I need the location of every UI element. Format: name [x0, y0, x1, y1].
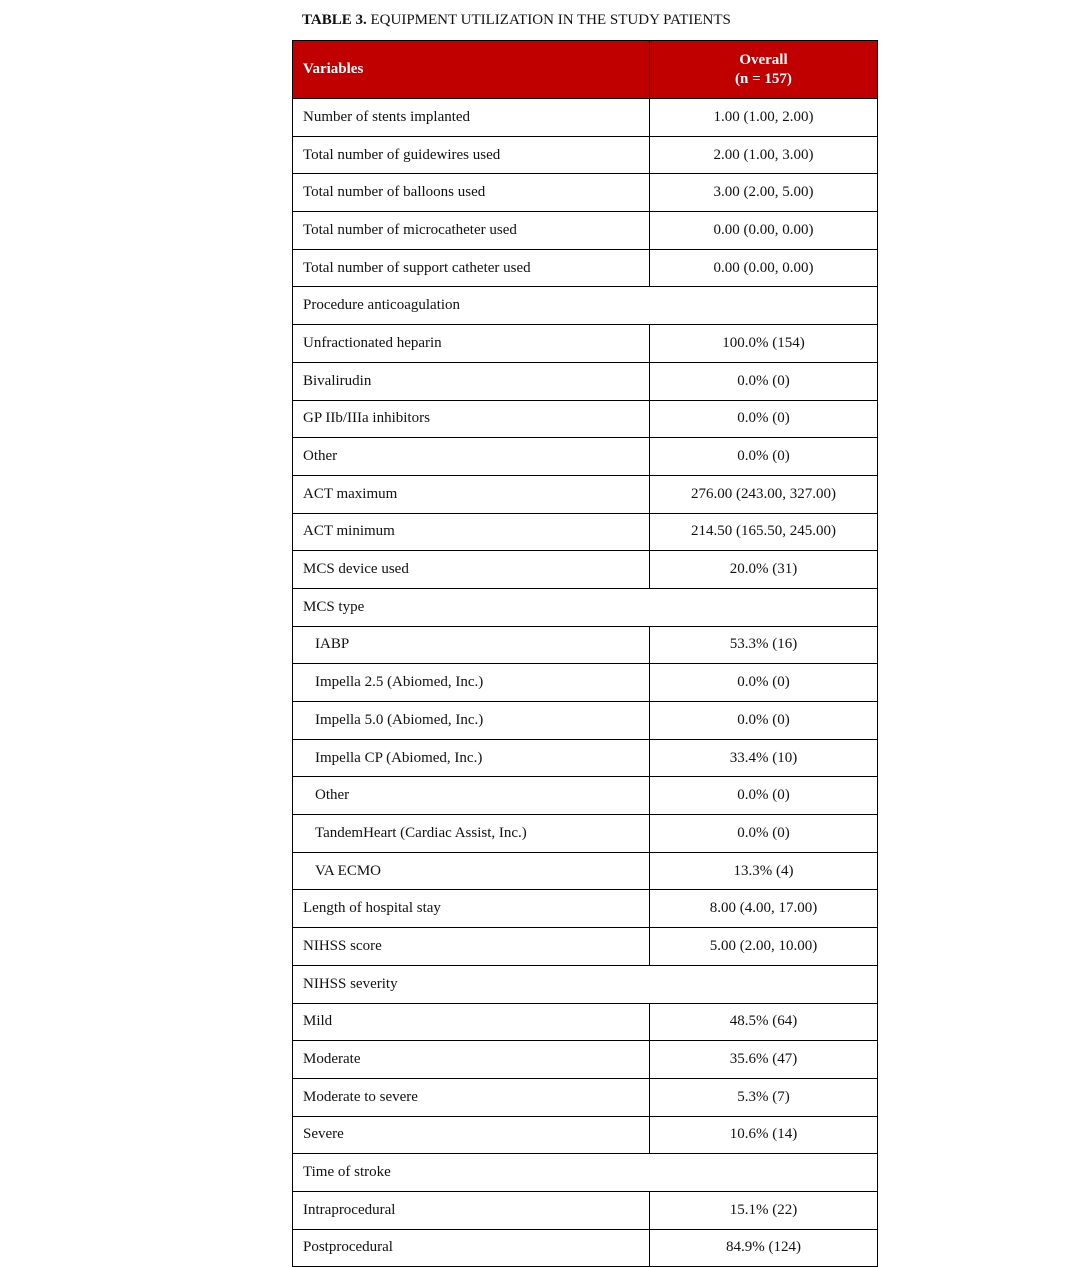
row-label: GP IIb/IIIa inhibitors	[293, 400, 650, 438]
row-value: 84.9% (124)	[650, 1229, 878, 1267]
table-row	[293, 1003, 878, 1041]
row-label: Severe	[293, 1116, 650, 1154]
equipment-utilization-table	[292, 40, 878, 1267]
row-value: 13.3% (4)	[650, 852, 878, 890]
row-label: ACT minimum	[293, 513, 650, 551]
row-label: TandemHeart (Cardiac Assist, Inc.)	[293, 815, 650, 853]
row-label: Number of stents implanted	[293, 99, 650, 137]
row-label: Moderate	[293, 1041, 650, 1079]
section-row	[293, 287, 878, 325]
section-label: Time of stroke	[293, 1154, 878, 1192]
section-label: Procedure anticoagulation	[293, 287, 878, 325]
header-variables: Variables	[293, 41, 650, 99]
table-row	[293, 852, 878, 890]
row-value: 100.0% (154)	[650, 325, 878, 363]
table-row	[293, 626, 878, 664]
table-row	[293, 325, 878, 363]
table-row	[293, 551, 878, 589]
section-row	[293, 1154, 878, 1192]
table-row	[293, 99, 878, 137]
header-overall-label: Overall	[739, 51, 788, 68]
section-label: NIHSS severity	[293, 965, 878, 1003]
table-row	[293, 475, 878, 513]
header-overall-n: (n = 157)	[735, 70, 792, 87]
table-row	[293, 212, 878, 250]
row-label: Unfractionated heparin	[293, 325, 650, 363]
row-value: 0.0% (0)	[650, 400, 878, 438]
row-label: Moderate to severe	[293, 1078, 650, 1116]
row-value: 5.00 (2.00, 10.00)	[650, 928, 878, 966]
row-label: MCS device used	[293, 551, 650, 589]
table-caption	[302, 12, 731, 29]
table-row	[293, 400, 878, 438]
row-value: 10.6% (14)	[650, 1116, 878, 1154]
row-label: Total number of guidewires used	[293, 136, 650, 174]
table-row	[293, 928, 878, 966]
row-label: IABP	[293, 626, 650, 664]
table-row	[293, 664, 878, 702]
table-row	[293, 1191, 878, 1229]
row-label: Total number of support catheter used	[293, 249, 650, 287]
row-value: 0.0% (0)	[650, 702, 878, 740]
row-value: 48.5% (64)	[650, 1003, 878, 1041]
row-value: 0.0% (0)	[650, 815, 878, 853]
row-label: NIHSS score	[293, 928, 650, 966]
row-label: Mild	[293, 1003, 650, 1041]
row-value: 0.0% (0)	[650, 362, 878, 400]
row-label: Total number of microcatheter used	[293, 212, 650, 250]
table-row	[293, 136, 878, 174]
row-value: 8.00 (4.00, 17.00)	[650, 890, 878, 928]
section-row	[293, 965, 878, 1003]
table-row	[293, 513, 878, 551]
row-label: Total number of balloons used	[293, 174, 650, 212]
row-label: Other	[293, 777, 650, 815]
table-row	[293, 362, 878, 400]
row-label: Impella 5.0 (Abiomed, Inc.)	[293, 702, 650, 740]
table-title: EQUIPMENT UTILIZATION IN THE STUDY PATIENTS	[366, 12, 731, 28]
row-value: 15.1% (22)	[650, 1191, 878, 1229]
row-label: Length of hospital stay	[293, 890, 650, 928]
row-value: 0.00 (0.00, 0.00)	[650, 249, 878, 287]
table-header-row	[293, 41, 878, 99]
table-row	[293, 815, 878, 853]
row-label: ACT maximum	[293, 475, 650, 513]
table-row	[293, 890, 878, 928]
row-value: 2.00 (1.00, 3.00)	[650, 136, 878, 174]
row-value: 3.00 (2.00, 5.00)	[650, 174, 878, 212]
row-value: 1.00 (1.00, 2.00)	[650, 99, 878, 137]
table-body	[293, 99, 878, 1267]
row-label: Other	[293, 438, 650, 476]
row-label: Impella CP (Abiomed, Inc.)	[293, 739, 650, 777]
header-overall	[650, 41, 878, 99]
row-value: 0.0% (0)	[650, 777, 878, 815]
table-row	[293, 1116, 878, 1154]
row-value: 276.00 (243.00, 327.00)	[650, 475, 878, 513]
row-label: VA ECMO	[293, 852, 650, 890]
section-row	[293, 588, 878, 626]
table-row	[293, 739, 878, 777]
row-value: 20.0% (31)	[650, 551, 878, 589]
row-value: 35.6% (47)	[650, 1041, 878, 1079]
row-value: 214.50 (165.50, 245.00)	[650, 513, 878, 551]
table-row	[293, 438, 878, 476]
table-number: TABLE 3.	[302, 12, 367, 28]
row-label: Impella 2.5 (Abiomed, Inc.)	[293, 664, 650, 702]
table-row	[293, 702, 878, 740]
table-row	[293, 1229, 878, 1267]
row-value: 0.00 (0.00, 0.00)	[650, 212, 878, 250]
row-value: 0.0% (0)	[650, 438, 878, 476]
row-label: Intraprocedural	[293, 1191, 650, 1229]
row-label: Bivalirudin	[293, 362, 650, 400]
table-row	[293, 1041, 878, 1079]
row-value: 53.3% (16)	[650, 626, 878, 664]
section-label: MCS type	[293, 588, 878, 626]
table-row	[293, 249, 878, 287]
table-row	[293, 777, 878, 815]
row-label: Postprocedural	[293, 1229, 650, 1267]
table-row	[293, 1078, 878, 1116]
table-row	[293, 174, 878, 212]
row-value: 0.0% (0)	[650, 664, 878, 702]
row-value: 33.4% (10)	[650, 739, 878, 777]
row-value: 5.3% (7)	[650, 1078, 878, 1116]
